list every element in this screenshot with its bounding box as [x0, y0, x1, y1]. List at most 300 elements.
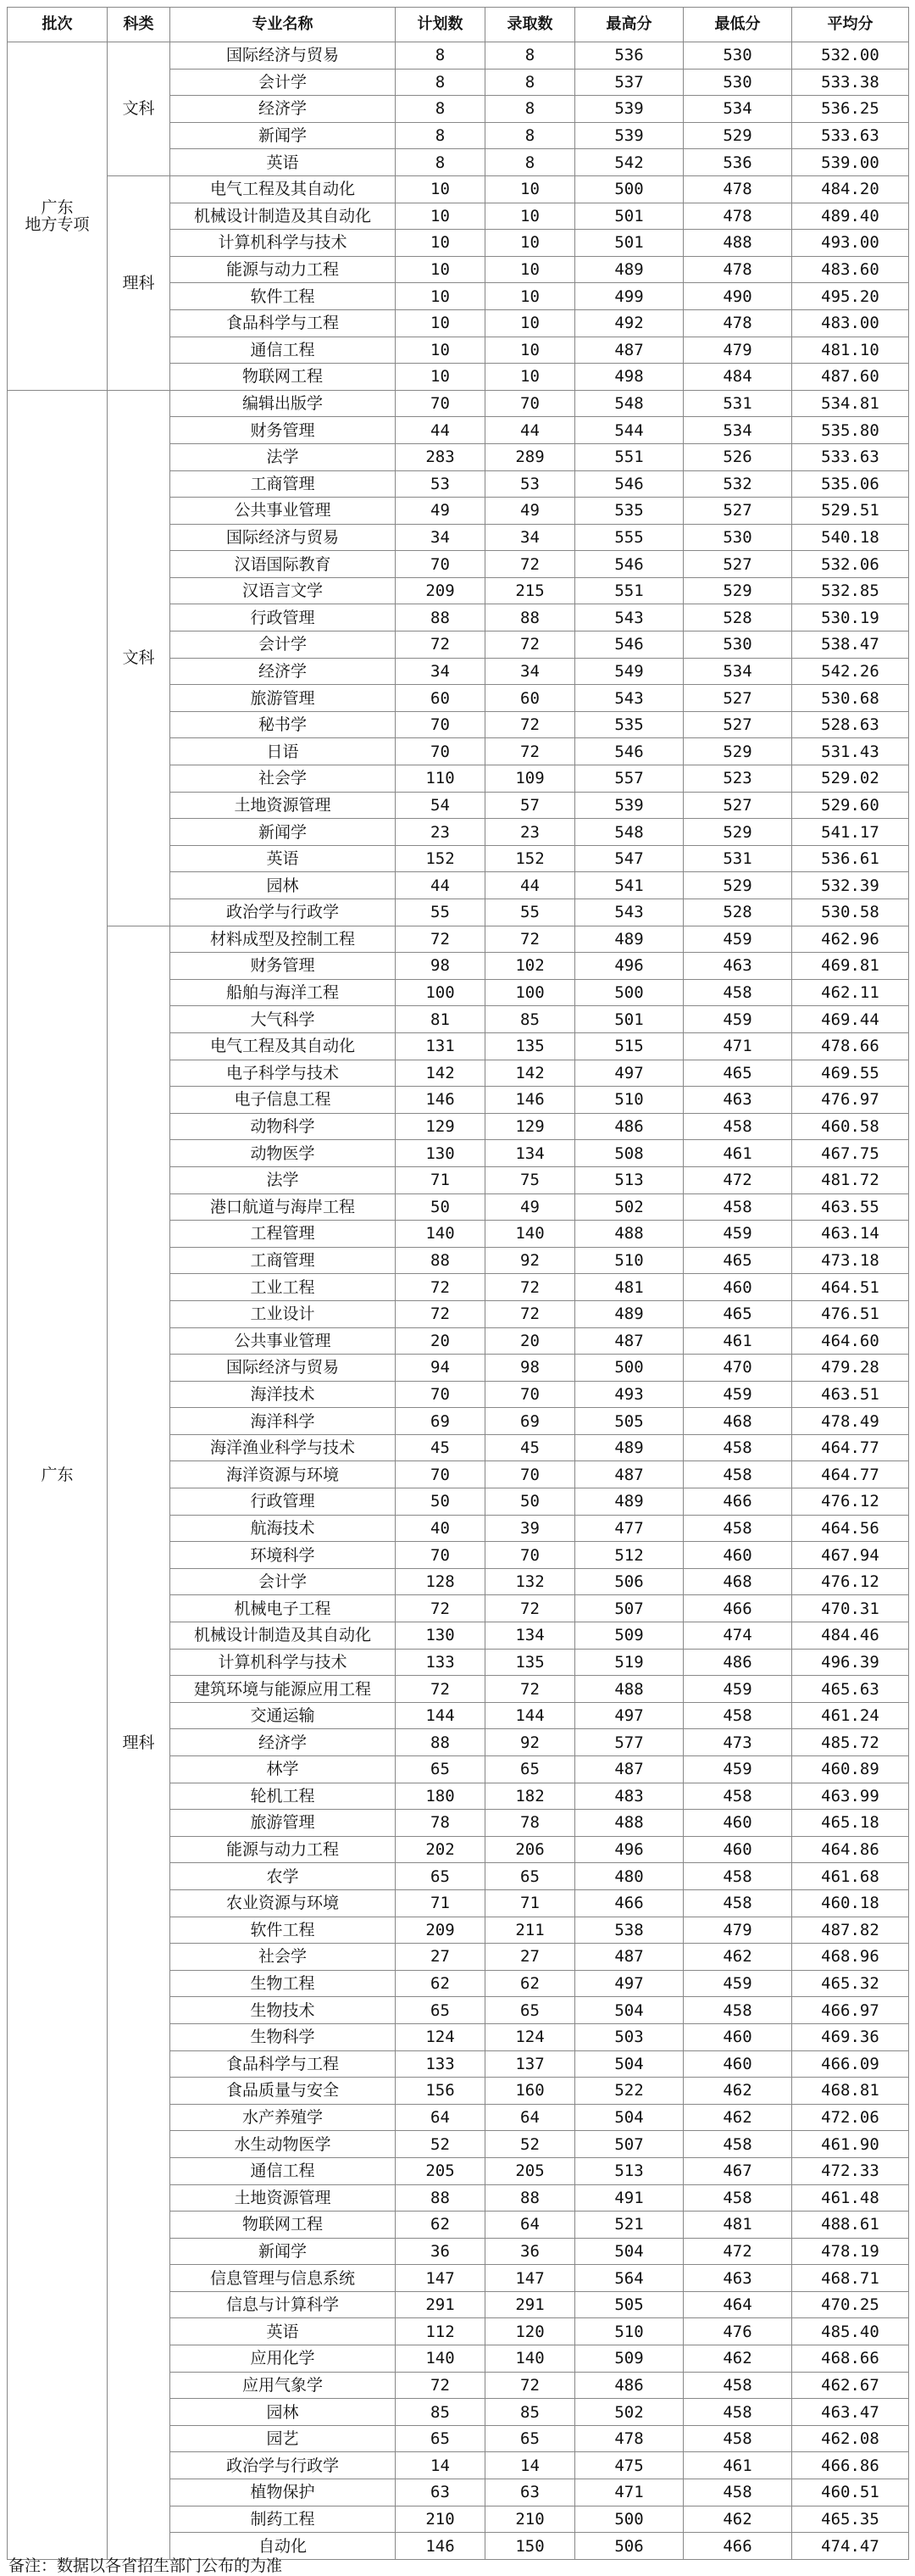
max-score-cell: 541	[575, 872, 684, 899]
admitted-count-cell: 72	[485, 926, 575, 953]
admitted-count-cell: 65	[485, 1997, 575, 2024]
plan-count-cell: 50	[396, 1488, 485, 1516]
min-score-cell: 527	[684, 685, 792, 712]
min-score-cell: 463	[684, 2265, 792, 2292]
plan-count-cell: 88	[396, 1729, 485, 1756]
major-name-cell: 工业工程	[170, 1274, 396, 1301]
major-name-cell: 机械设计制造及其自动化	[170, 203, 396, 230]
plan-count-cell: 124	[396, 2023, 485, 2050]
min-score-cell: 459	[684, 1381, 792, 1408]
avg-score-cell: 463.55	[792, 1193, 909, 1221]
min-score-cell: 459	[684, 1970, 792, 1997]
max-score-cell: 507	[575, 2131, 684, 2158]
avg-score-cell: 536.25	[792, 96, 909, 123]
max-score-cell: 486	[575, 2372, 684, 2399]
max-score-cell: 481	[575, 1274, 684, 1301]
major-name-cell: 生物工程	[170, 1970, 396, 1997]
admitted-count-cell: 102	[485, 953, 575, 980]
major-name-cell: 船舶与海洋工程	[170, 979, 396, 1006]
major-name-cell: 信息与计算科学	[170, 2291, 396, 2318]
major-name-cell: 国际经济与贸易	[170, 42, 396, 70]
avg-score-cell: 466.97	[792, 1997, 909, 2024]
max-score-cell: 471	[575, 2479, 684, 2506]
major-name-cell: 工商管理	[170, 470, 396, 498]
min-score-cell: 458	[684, 1863, 792, 1890]
max-score-cell: 543	[575, 899, 684, 926]
admitted-count-cell: 85	[485, 1006, 575, 1033]
avg-score-cell: 532.39	[792, 872, 909, 899]
max-score-cell: 503	[575, 2023, 684, 2050]
min-score-cell: 462	[684, 2078, 792, 2105]
major-name-cell: 电气工程及其自动化	[170, 175, 396, 203]
min-score-cell: 459	[684, 1676, 792, 1703]
plan-count-cell: 133	[396, 2050, 485, 2078]
max-score-cell: 522	[575, 2078, 684, 2105]
plan-count-cell: 10	[396, 283, 485, 310]
table-row	[8, 390, 909, 417]
max-score-cell: 502	[575, 1193, 684, 1221]
avg-score-cell: 485.72	[792, 1729, 909, 1756]
major-name-cell: 交通运输	[170, 1702, 396, 1729]
plan-count-cell: 23	[396, 819, 485, 846]
admitted-count-cell: 72	[485, 1274, 575, 1301]
major-name-cell: 政治学与行政学	[170, 899, 396, 926]
max-score-cell: 480	[575, 1863, 684, 1890]
plan-count-cell: 65	[396, 1997, 485, 2024]
max-score-cell: 509	[575, 1622, 684, 1650]
admitted-count-cell: 72	[485, 1676, 575, 1703]
major-name-cell: 土地资源管理	[170, 792, 396, 819]
min-score-cell: 527	[684, 792, 792, 819]
plan-count-cell: 49	[396, 498, 485, 525]
min-score-cell: 458	[684, 1702, 792, 1729]
admitted-count-cell: 36	[485, 2238, 575, 2265]
admitted-count-cell: 70	[485, 1381, 575, 1408]
plan-count-cell: 65	[396, 1863, 485, 1890]
admitted-count-cell: 8	[485, 42, 575, 70]
plan-count-cell: 45	[396, 1434, 485, 1461]
min-score-cell: 461	[684, 2452, 792, 2479]
admitted-count-cell: 10	[485, 337, 575, 364]
max-score-cell: 491	[575, 2184, 684, 2212]
avg-score-cell: 461.48	[792, 2184, 909, 2212]
plan-count-cell: 156	[396, 2078, 485, 2105]
avg-score-cell: 461.90	[792, 2131, 909, 2158]
avg-score-cell: 470.31	[792, 1595, 909, 1622]
min-score-cell: 458	[684, 1889, 792, 1917]
avg-score-cell: 529.60	[792, 792, 909, 819]
major-name-cell: 能源与动力工程	[170, 256, 396, 283]
admitted-count-cell: 34	[485, 658, 575, 685]
plan-count-cell: 70	[396, 738, 485, 765]
major-name-cell: 大气科学	[170, 1006, 396, 1033]
admitted-count-cell: 53	[485, 470, 575, 498]
min-score-cell: 467	[684, 2157, 792, 2184]
admitted-count-cell: 140	[485, 2345, 575, 2373]
plan-count-cell: 14	[396, 2452, 485, 2479]
avg-score-cell: 485.40	[792, 2318, 909, 2345]
major-name-cell: 环境科学	[170, 1542, 396, 1569]
min-score-cell: 473	[684, 1729, 792, 1756]
avg-score-cell: 536.61	[792, 845, 909, 872]
min-score-cell: 527	[684, 498, 792, 525]
min-score-cell: 527	[684, 551, 792, 578]
min-score-cell: 471	[684, 1032, 792, 1060]
batch-cell: 广东 地方专项	[8, 42, 108, 391]
max-score-cell: 513	[575, 1166, 684, 1193]
major-name-cell: 英语	[170, 149, 396, 176]
major-name-cell: 植物保护	[170, 2479, 396, 2506]
max-score-cell: 492	[575, 309, 684, 337]
admitted-count-cell: 10	[485, 309, 575, 337]
max-score-cell: 547	[575, 845, 684, 872]
major-name-cell: 航海技术	[170, 1515, 396, 1542]
plan-count-cell: 72	[396, 1595, 485, 1622]
plan-count-cell: 54	[396, 792, 485, 819]
plan-count-cell: 72	[396, 631, 485, 659]
plan-count-cell: 8	[396, 149, 485, 176]
plan-count-cell: 65	[396, 2425, 485, 2452]
plan-count-cell: 63	[396, 2479, 485, 2506]
major-name-cell: 农学	[170, 1863, 396, 1890]
min-score-cell: 529	[684, 819, 792, 846]
avg-score-cell: 487.60	[792, 364, 909, 391]
max-score-cell: 510	[575, 1087, 684, 1114]
max-score-cell: 477	[575, 1515, 684, 1542]
max-score-cell: 551	[575, 443, 684, 470]
avg-score-cell: 460.89	[792, 1756, 909, 1783]
admitted-count-cell: 10	[485, 230, 575, 257]
admitted-count-cell: 100	[485, 979, 575, 1006]
max-score-cell: 488	[575, 1810, 684, 1837]
min-score-cell: 458	[684, 2372, 792, 2399]
avg-score-cell: 469.44	[792, 1006, 909, 1033]
admitted-count-cell: 70	[485, 1461, 575, 1488]
admitted-count-cell: 129	[485, 1113, 575, 1140]
min-score-cell: 486	[684, 1649, 792, 1676]
avg-score-cell: 467.94	[792, 1542, 909, 1569]
admitted-count-cell: 88	[485, 2184, 575, 2212]
header-row	[8, 8, 909, 42]
admitted-count-cell: 52	[485, 2131, 575, 2158]
min-score-cell: 481	[684, 2212, 792, 2239]
max-score-cell: 544	[575, 417, 684, 444]
min-score-cell: 465	[684, 1300, 792, 1327]
avg-score-cell: 460.58	[792, 1113, 909, 1140]
admitted-count-cell: 137	[485, 2050, 575, 2078]
major-name-cell: 能源与动力工程	[170, 1836, 396, 1863]
plan-count-cell: 140	[396, 1221, 485, 1248]
max-score-cell: 475	[575, 2452, 684, 2479]
plan-count-cell: 50	[396, 1193, 485, 1221]
category-cell: 文科	[108, 42, 170, 176]
min-score-cell: 458	[684, 1113, 792, 1140]
max-score-cell: 501	[575, 230, 684, 257]
plan-count-cell: 98	[396, 953, 485, 980]
plan-count-cell: 8	[396, 122, 485, 149]
header-major: 专业名称	[170, 8, 396, 42]
max-score-cell: 497	[575, 1702, 684, 1729]
min-score-cell: 458	[684, 1461, 792, 1488]
max-score-cell: 500	[575, 1355, 684, 1382]
major-name-cell: 财务管理	[170, 417, 396, 444]
major-name-cell: 行政管理	[170, 604, 396, 631]
min-score-cell: 529	[684, 738, 792, 765]
plan-count-cell: 10	[396, 175, 485, 203]
plan-count-cell: 8	[396, 96, 485, 123]
plan-count-cell: 69	[396, 1408, 485, 1435]
min-score-cell: 466	[684, 1488, 792, 1516]
major-name-cell: 应用化学	[170, 2345, 396, 2373]
admitted-count-cell: 182	[485, 1783, 575, 1810]
plan-count-cell: 71	[396, 1889, 485, 1917]
avg-score-cell: 463.47	[792, 2399, 909, 2426]
min-score-cell: 530	[684, 631, 792, 659]
admitted-count-cell: 8	[485, 122, 575, 149]
avg-score-cell: 472.33	[792, 2157, 909, 2184]
min-score-cell: 465	[684, 1060, 792, 1087]
max-score-cell: 505	[575, 2291, 684, 2318]
min-score-cell: 527	[684, 711, 792, 738]
avg-score-cell: 462.96	[792, 926, 909, 953]
avg-score-cell: 476.51	[792, 1300, 909, 1327]
max-score-cell: 548	[575, 390, 684, 417]
major-name-cell: 财务管理	[170, 953, 396, 980]
min-score-cell: 529	[684, 577, 792, 604]
plan-count-cell: 27	[396, 1944, 485, 1971]
admitted-count-cell: 39	[485, 1515, 575, 1542]
avg-score-cell: 495.20	[792, 283, 909, 310]
plan-count-cell: 52	[396, 2131, 485, 2158]
admitted-count-cell: 44	[485, 872, 575, 899]
plan-count-cell: 146	[396, 2533, 485, 2560]
max-score-cell: 466	[575, 1889, 684, 1917]
avg-score-cell: 463.14	[792, 1221, 909, 1248]
avg-score-cell: 462.11	[792, 979, 909, 1006]
avg-score-cell: 533.63	[792, 443, 909, 470]
min-score-cell: 534	[684, 417, 792, 444]
max-score-cell: 521	[575, 2212, 684, 2239]
major-name-cell: 软件工程	[170, 1917, 396, 1944]
admitted-count-cell: 23	[485, 819, 575, 846]
avg-score-cell: 464.77	[792, 1461, 909, 1488]
major-name-cell: 生物科学	[170, 2023, 396, 2050]
max-score-cell: 536	[575, 42, 684, 70]
min-score-cell: 460	[684, 2050, 792, 2078]
avg-score-cell: 535.80	[792, 417, 909, 444]
min-score-cell: 528	[684, 899, 792, 926]
avg-score-cell: 532.06	[792, 551, 909, 578]
plan-count-cell: 70	[396, 711, 485, 738]
max-score-cell: 539	[575, 792, 684, 819]
major-name-cell: 旅游管理	[170, 1810, 396, 1837]
avg-score-cell: 460.18	[792, 1889, 909, 1917]
avg-score-cell: 465.63	[792, 1676, 909, 1703]
plan-count-cell: 202	[396, 1836, 485, 1863]
max-score-cell: 487	[575, 1944, 684, 1971]
major-name-cell: 食品科学与工程	[170, 309, 396, 337]
max-score-cell: 542	[575, 149, 684, 176]
min-score-cell: 468	[684, 1568, 792, 1595]
admitted-count-cell: 78	[485, 1810, 575, 1837]
plan-count-cell: 60	[396, 685, 485, 712]
major-name-cell: 园林	[170, 872, 396, 899]
plan-count-cell: 142	[396, 1060, 485, 1087]
plan-count-cell: 10	[396, 230, 485, 257]
header-category: 科类	[108, 8, 170, 42]
admitted-count-cell: 27	[485, 1944, 575, 1971]
min-score-cell: 462	[684, 2345, 792, 2373]
major-name-cell: 林学	[170, 1756, 396, 1783]
admitted-count-cell: 75	[485, 1166, 575, 1193]
major-name-cell: 秘书学	[170, 711, 396, 738]
admitted-count-cell: 8	[485, 96, 575, 123]
major-name-cell: 通信工程	[170, 2157, 396, 2184]
major-name-cell: 海洋技术	[170, 1381, 396, 1408]
major-name-cell: 新闻学	[170, 122, 396, 149]
admitted-count-cell: 65	[485, 1863, 575, 1890]
plan-count-cell: 180	[396, 1783, 485, 1810]
major-name-cell: 动物医学	[170, 1140, 396, 1167]
max-score-cell: 515	[575, 1032, 684, 1060]
plan-count-cell: 110	[396, 765, 485, 793]
plan-count-cell: 152	[396, 845, 485, 872]
admitted-count-cell: 34	[485, 524, 575, 551]
major-name-cell: 会计学	[170, 69, 396, 96]
max-score-cell: 507	[575, 1595, 684, 1622]
major-name-cell: 国际经济与贸易	[170, 524, 396, 551]
min-score-cell: 530	[684, 69, 792, 96]
major-name-cell: 会计学	[170, 631, 396, 659]
plan-count-cell: 85	[396, 2399, 485, 2426]
plan-count-cell: 44	[396, 872, 485, 899]
plan-count-cell: 71	[396, 1166, 485, 1193]
max-score-cell: 497	[575, 1970, 684, 1997]
admitted-count-cell: 72	[485, 1595, 575, 1622]
admitted-count-cell: 92	[485, 1729, 575, 1756]
plan-count-cell: 78	[396, 1810, 485, 1837]
category-cell: 理科	[108, 926, 170, 2559]
max-score-cell: 513	[575, 2157, 684, 2184]
table-row	[8, 42, 909, 70]
avg-score-cell: 465.32	[792, 1970, 909, 1997]
max-score-cell: 487	[575, 1756, 684, 1783]
max-score-cell: 548	[575, 819, 684, 846]
avg-score-cell: 538.47	[792, 631, 909, 659]
avg-score-cell: 531.43	[792, 738, 909, 765]
avg-score-cell: 478.66	[792, 1032, 909, 1060]
admitted-count-cell: 72	[485, 711, 575, 738]
max-score-cell: 483	[575, 1783, 684, 1810]
max-score-cell: 500	[575, 2506, 684, 2533]
max-score-cell: 546	[575, 470, 684, 498]
table-body	[8, 42, 909, 2560]
min-score-cell: 478	[684, 203, 792, 230]
major-name-cell: 建筑环境与能源应用工程	[170, 1676, 396, 1703]
header-plan: 计划数	[396, 8, 485, 42]
min-score-cell: 490	[684, 283, 792, 310]
admitted-count-cell: 206	[485, 1836, 575, 1863]
min-score-cell: 461	[684, 1140, 792, 1167]
max-score-cell: 489	[575, 1300, 684, 1327]
avg-score-cell: 469.81	[792, 953, 909, 980]
max-score-cell: 500	[575, 979, 684, 1006]
plan-count-cell: 55	[396, 899, 485, 926]
avg-score-cell: 464.77	[792, 1434, 909, 1461]
batch-cell: 广东	[8, 390, 108, 2559]
min-score-cell: 479	[684, 1917, 792, 1944]
max-score-cell: 535	[575, 711, 684, 738]
major-name-cell: 信息管理与信息系统	[170, 2265, 396, 2292]
major-name-cell: 农业资源与环境	[170, 1889, 396, 1917]
avg-score-cell: 464.51	[792, 1274, 909, 1301]
max-score-cell: 537	[575, 69, 684, 96]
max-score-cell: 489	[575, 1434, 684, 1461]
plan-count-cell: 40	[396, 1515, 485, 1542]
max-score-cell: 487	[575, 1461, 684, 1488]
avg-score-cell: 478.19	[792, 2238, 909, 2265]
min-score-cell: 460	[684, 1836, 792, 1863]
min-score-cell: 488	[684, 230, 792, 257]
major-name-cell: 公共事业管理	[170, 1327, 396, 1355]
min-score-cell: 458	[684, 2425, 792, 2452]
admitted-count-cell: 70	[485, 1542, 575, 1569]
major-name-cell: 工业设计	[170, 1300, 396, 1327]
avg-score-cell: 481.72	[792, 1166, 909, 1193]
major-name-cell: 汉语言文学	[170, 577, 396, 604]
plan-count-cell: 72	[396, 2372, 485, 2399]
admitted-count-cell: 10	[485, 283, 575, 310]
major-name-cell: 新闻学	[170, 2238, 396, 2265]
max-score-cell: 498	[575, 364, 684, 391]
avg-score-cell: 460.51	[792, 2479, 909, 2506]
avg-score-cell: 465.35	[792, 2506, 909, 2533]
plan-count-cell: 64	[396, 2104, 485, 2131]
plan-count-cell: 81	[396, 1006, 485, 1033]
max-score-cell: 489	[575, 256, 684, 283]
plan-count-cell: 88	[396, 1247, 485, 1274]
major-name-cell: 政治学与行政学	[170, 2452, 396, 2479]
min-score-cell: 460	[684, 1542, 792, 1569]
major-name-cell: 社会学	[170, 1944, 396, 1971]
admitted-count-cell: 65	[485, 1756, 575, 1783]
avg-score-cell: 528.63	[792, 711, 909, 738]
avg-score-cell: 464.56	[792, 1515, 909, 1542]
avg-score-cell: 483.00	[792, 309, 909, 337]
avg-score-cell: 529.02	[792, 765, 909, 793]
admitted-count-cell: 72	[485, 1300, 575, 1327]
admitted-count-cell: 144	[485, 1702, 575, 1729]
plan-count-cell: 72	[396, 1274, 485, 1301]
table-row	[8, 926, 909, 953]
admitted-count-cell: 205	[485, 2157, 575, 2184]
major-name-cell: 日语	[170, 738, 396, 765]
major-name-cell: 工程管理	[170, 1221, 396, 1248]
major-name-cell: 行政管理	[170, 1488, 396, 1516]
max-score-cell: 500	[575, 175, 684, 203]
avg-score-cell: 469.36	[792, 2023, 909, 2050]
max-score-cell: 487	[575, 337, 684, 364]
header-min-score: 最低分	[684, 8, 792, 42]
admitted-count-cell: 92	[485, 1247, 575, 1274]
major-name-cell: 电子科学与技术	[170, 1060, 396, 1087]
min-score-cell: 458	[684, 2131, 792, 2158]
major-name-cell: 法学	[170, 443, 396, 470]
plan-count-cell: 88	[396, 2184, 485, 2212]
major-name-cell: 海洋科学	[170, 1408, 396, 1435]
major-name-cell: 电子信息工程	[170, 1087, 396, 1114]
avg-score-cell: 474.47	[792, 2533, 909, 2560]
